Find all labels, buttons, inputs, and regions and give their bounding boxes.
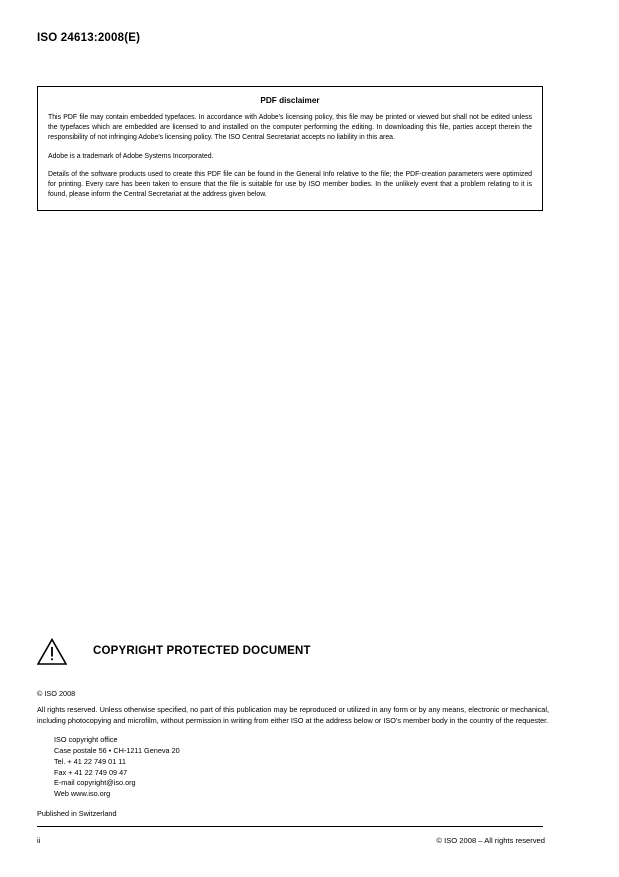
pdf-disclaimer-box	[37, 86, 543, 211]
address-line-email: E-mail copyright@iso.org	[54, 778, 136, 788]
address-line: Fax + 41 22 749 09 47	[54, 767, 128, 777]
footer-page-number: ii	[37, 836, 41, 845]
pdf-disclaimer-paragraph: Adobe is a trademark of Adobe Systems Incorporated.	[48, 152, 214, 160]
copyright-office-address	[54, 735, 549, 800]
footer-rights: © ISO 2008 – All rights reserved	[436, 836, 545, 845]
copyright-title: COPYRIGHT PROTECTED DOCUMENT	[93, 645, 311, 657]
copyright-section	[37, 630, 549, 818]
address-line: Tel. + 41 22 749 01 11	[54, 756, 126, 766]
address-line: Case postale 56 • CH-1211 Geneva 20	[54, 745, 180, 755]
copyright-terms: All rights reserved. Unless otherwise specified, no part of this publication may be reproduced or utilized in any form or by any means, electronic or mechanical, including photocopying and microfilm, without permission in writing from either ISO at the address below or ISO's member body in the country of the requester.	[37, 705, 549, 725]
pdf-disclaimer-paragraph: This PDF file may contain embedded typefaces. In accordance with Adobe's licensing policy, this file may be printed or viewed but shall not be edited unless the typefaces which are embedded are licensed to and installed on the computer performing the editing. In downloading this file, parties accept therein the responsibility of not infringing Adobe's licensing policy. The ISO Central Secretariat accepts no liability in this area.	[48, 114, 532, 142]
footer-divider	[37, 826, 543, 827]
page-header: ISO 24613:2008(E)	[37, 32, 141, 44]
copyright-year: © ISO 2008	[37, 689, 76, 698]
published-in: Published in Switzerland	[37, 808, 117, 818]
address-line-web: Web www.iso.org	[54, 789, 111, 799]
address-line: ISO copyright office	[54, 735, 118, 745]
pdf-disclaimer-paragraph: Details of the software products used to create this PDF file can be found in the General Info relative to the file; the PDF-creation parameters were optimized for printing. Every care has been taken to ensure that the file is suitable for use by ISO member bodies. In the unlikely event that a problem relating to it is found, please inform the Central Secretariat at the address given below.	[48, 170, 532, 199]
warning-triangle-icon	[37, 638, 67, 665]
pdf-disclaimer-title: PDF disclaimer	[260, 96, 320, 105]
copyright-heading-row	[37, 630, 549, 672]
